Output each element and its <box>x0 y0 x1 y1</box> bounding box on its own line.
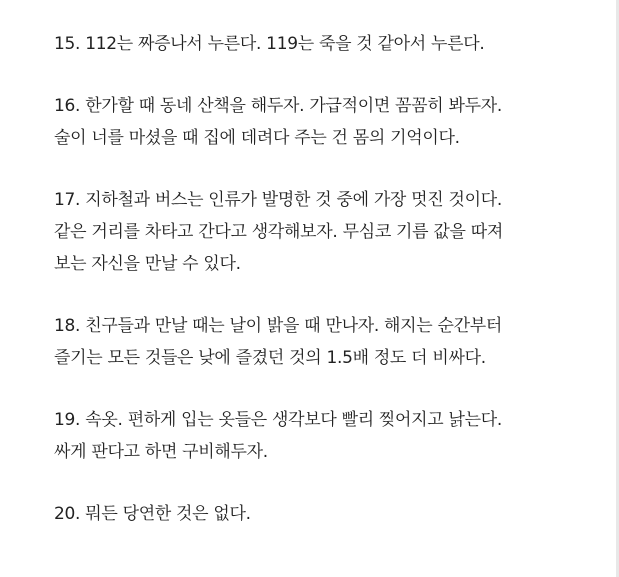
tip-17-line-1: 17. 지하철과 버스는 인류가 발명한 것 중에 가장 멋진 것이다. <box>54 190 502 210</box>
paragraph-gap <box>54 374 599 404</box>
tip-15-line-1: 15. 112는 짜증나서 누른다. 119는 죽을 것 같아서 누른다. <box>54 34 485 54</box>
tip-18-line-1: 18. 친구들과 만날 때는 날이 밝을 때 만나자. 해지는 순간부터 <box>54 316 502 336</box>
tip-16-line-1: 16. 한가할 때 동네 산책을 해두자. 가급적이면 꼼꼼히 봐두자. <box>54 96 502 116</box>
paragraph-gap <box>54 60 599 90</box>
paragraph-gap <box>54 280 599 310</box>
tip-18-line-2: 즐기는 모든 것들은 낮에 즐겼던 것의 1.5배 정도 더 비싸다. <box>54 348 486 368</box>
tip-19-line-1: 19. 속옷. 편하게 입는 옷들은 생각보다 빨리 찢어지고 낡는다. <box>54 410 502 430</box>
tips-list <box>54 28 599 530</box>
tip-19-line-2: 싸게 판다고 하면 구비해두자. <box>54 442 268 462</box>
tip-18 <box>54 310 599 374</box>
tip-17-line-3: 보는 자신을 만날 수 있다. <box>54 254 241 274</box>
tip-16 <box>54 90 599 154</box>
tip-20 <box>54 498 599 530</box>
paragraph-gap <box>54 468 599 498</box>
tip-17 <box>54 184 599 280</box>
tip-20-line-1: 20. 뭐든 당연한 것은 없다. <box>54 504 251 524</box>
tip-19 <box>54 404 599 468</box>
tip-16-line-2: 술이 너를 마셨을 때 집에 데려다 주는 건 몸의 기억이다. <box>54 128 460 148</box>
tip-15 <box>54 28 599 60</box>
tip-17-line-2: 같은 거리를 차타고 간다고 생각해보자. 무심코 기름 값을 따져 <box>54 222 503 242</box>
paragraph-gap <box>54 154 599 184</box>
